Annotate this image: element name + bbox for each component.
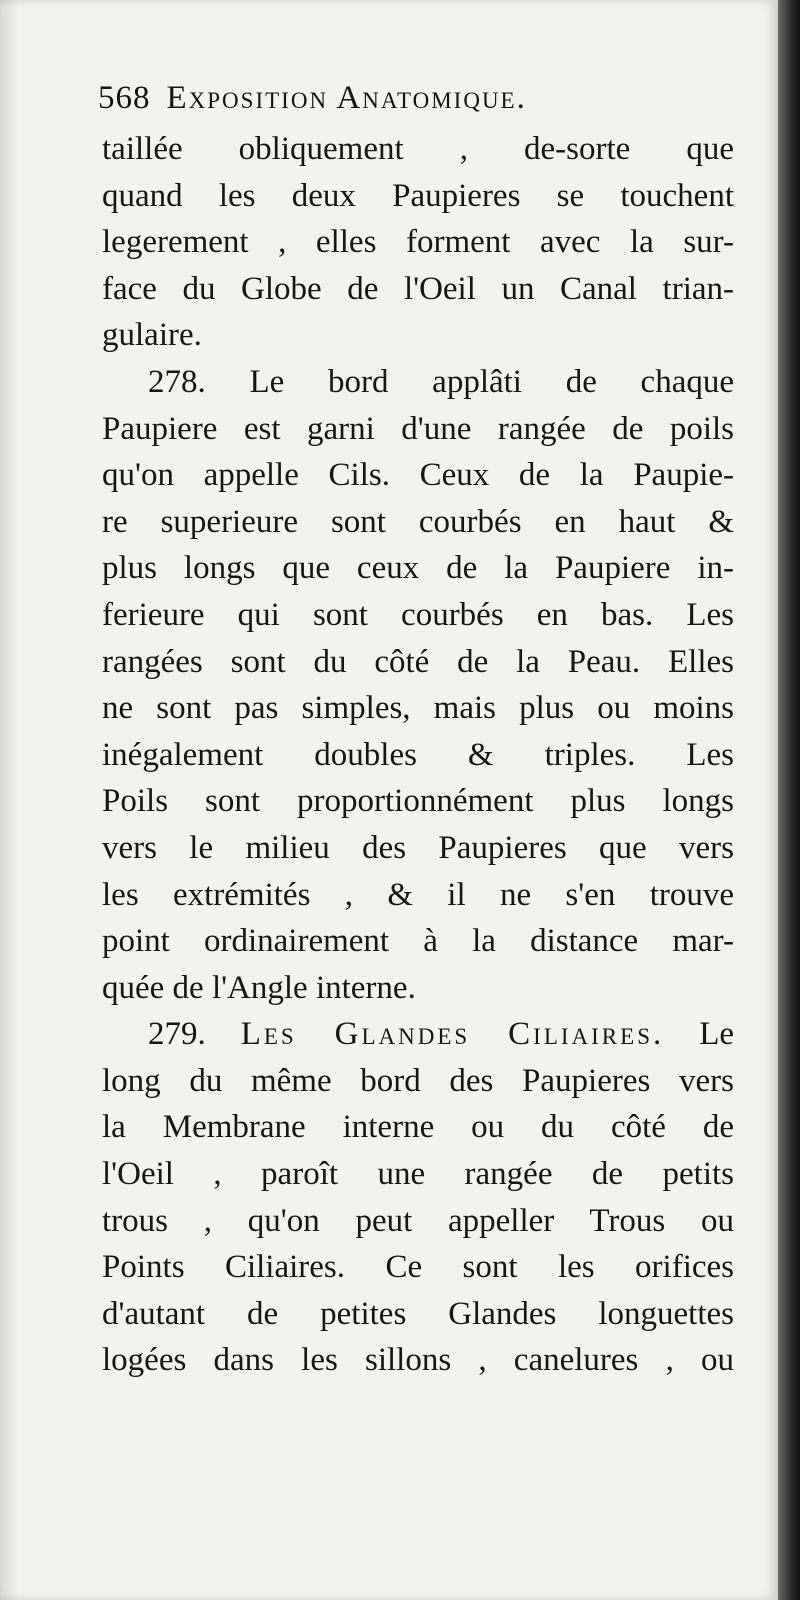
text-line: plus longs que ceux de la Paupiere in- <box>102 550 734 587</box>
text-line: ferieure qui sont courbés en bas. Les <box>102 596 734 633</box>
page-edge <box>778 0 800 1600</box>
text-line: la Membrane interne ou du côté de <box>102 1109 734 1146</box>
text-line: les extrémités , & il ne s'en trouve <box>102 876 734 913</box>
text-line: quée de l'Angle interne. <box>102 969 416 1006</box>
text-line: Poils sont proportionnément plus longs <box>102 783 734 820</box>
text-line: re superieure sont courbés en haut & <box>102 503 734 540</box>
gutter-shadow <box>0 0 18 1600</box>
text-line: Points Ciliaires. Ce sont les orifices <box>102 1249 734 1286</box>
text-line: long du même bord des Paupieres vers <box>102 1062 734 1099</box>
section-number: 279. <box>148 1016 206 1053</box>
text-line: l'Oeil , paroît une rangée de petits <box>102 1156 734 1193</box>
paragraph-279-start <box>102 1011 734 1058</box>
running-title: Exposition Anatomique. <box>166 80 527 116</box>
text-line: point ordinairement à la distance mar- <box>102 923 734 960</box>
text-line: trous , qu'on peut appeller Trous ou <box>102 1202 734 1239</box>
text-line: gulaire. <box>102 317 202 354</box>
page-number: 568 <box>98 80 151 116</box>
text-line: d'autant de petites Glandes longuettes <box>102 1295 734 1332</box>
text-fragment: Le <box>699 1016 734 1053</box>
text-line: rangées sont du côté de la Peau. Elles <box>102 643 734 680</box>
running-header <box>98 80 738 130</box>
text-line: qu'on appelle Cils. Ceux de la Paupie- <box>102 457 734 494</box>
text-line: Paupiere est garni d'une rangée de poils <box>102 410 734 447</box>
body-text <box>102 126 734 1384</box>
text-line: quand les deux Paupieres se touchent <box>102 177 734 214</box>
paragraph-278-start: 278. Le bord applâti de chaque <box>148 363 734 400</box>
text-line: logées dans les sillons , canelures , ou <box>102 1342 734 1379</box>
text-line: inégalement doubles & triples. Les <box>102 736 734 773</box>
text-line: taillée obliquement , de-sorte que <box>102 131 734 167</box>
section-heading: Les Glandes Ciliaires. <box>240 1016 665 1053</box>
text-line: face du Globe de l'Oeil un Canal trian- <box>102 270 734 307</box>
text-line: legerement , elles forment avec la sur- <box>102 224 734 261</box>
text-line: vers le milieu des Paupieres que vers <box>102 829 734 866</box>
text-line: ne sont pas simples, mais plus ou moins <box>102 690 734 727</box>
